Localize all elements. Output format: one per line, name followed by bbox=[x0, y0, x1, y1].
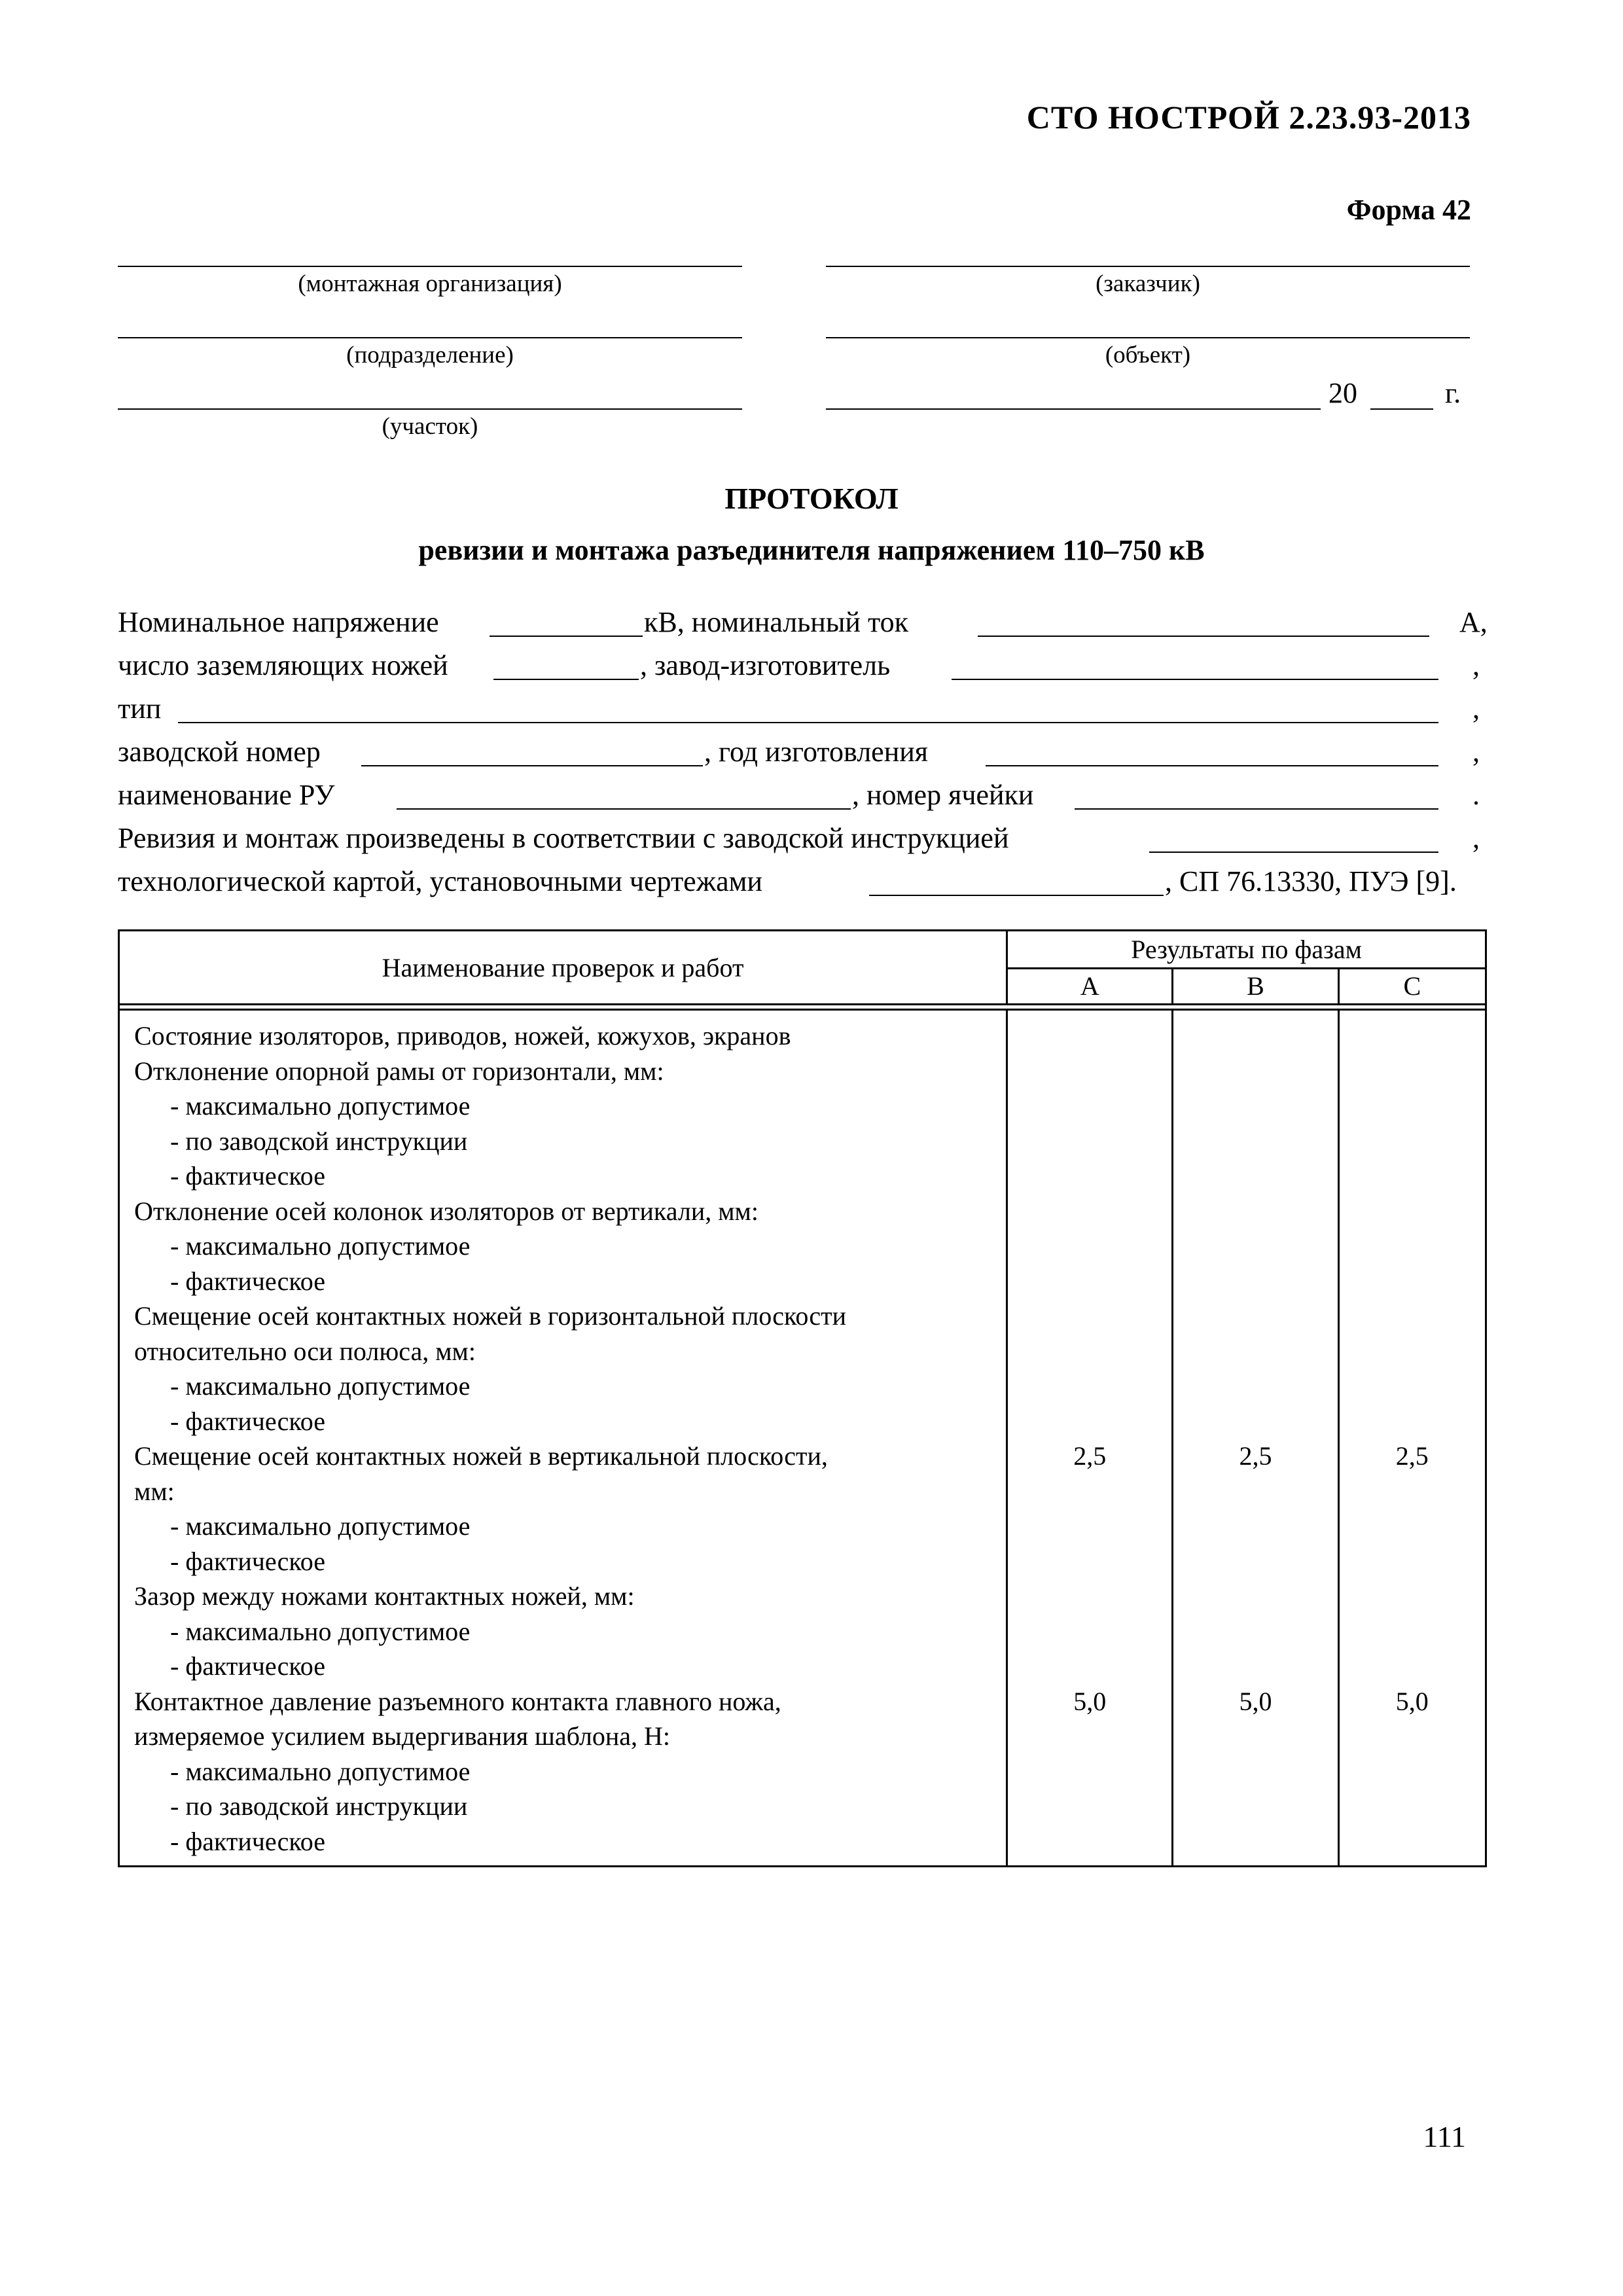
check-sub-item: - по заводской инструкции bbox=[170, 1791, 468, 1821]
field-switchgear[interactable] bbox=[397, 782, 851, 810]
field-drawings[interactable] bbox=[869, 869, 1164, 896]
check-sub-item: - максимально допустимое bbox=[170, 1511, 471, 1541]
label-instruction: Ревизия и монтаж произведены в соответствии с заводской инструкцией bbox=[118, 822, 1009, 854]
check-sub-item: - фактическое bbox=[170, 1546, 326, 1576]
field-instruction[interactable] bbox=[1149, 825, 1438, 853]
line-serial-year bbox=[118, 735, 1486, 778]
check-item: Отклонение опорной рамы от горизонтали, мм: bbox=[134, 1056, 664, 1086]
label-year: , год изготовления bbox=[704, 736, 929, 768]
label-nominal-current: кВ, номинальный ток bbox=[644, 606, 908, 638]
check-sub-item: - фактическое bbox=[170, 1266, 326, 1296]
label-cell-number: , номер ячейки bbox=[852, 779, 1034, 811]
field-grounding-knives[interactable] bbox=[493, 653, 639, 680]
check-sub-item: - фактическое bbox=[170, 1161, 326, 1191]
check-sub-item: - максимально допустимое bbox=[170, 1091, 471, 1121]
check-item: мм: bbox=[134, 1476, 175, 1506]
phase-c-values bbox=[1338, 1010, 1486, 1867]
check-sub-item: - фактическое bbox=[170, 1826, 326, 1856]
comma-2: , bbox=[1472, 649, 1480, 681]
check-sub-item: - фактическое bbox=[170, 1651, 326, 1681]
field-year[interactable] bbox=[986, 739, 1438, 766]
line-type bbox=[118, 692, 1486, 735]
field-serial-number[interactable] bbox=[361, 739, 703, 766]
check-sub-item: - фактическое bbox=[170, 1406, 326, 1436]
line-voltage-current bbox=[118, 605, 1486, 649]
division-line bbox=[118, 337, 742, 338]
header-results: Результаты по фазам bbox=[1007, 931, 1486, 969]
division-caption: (подразделение) bbox=[346, 342, 514, 368]
date-year: 20 bbox=[1329, 377, 1357, 409]
object-line bbox=[826, 337, 1470, 338]
label-serial-number: заводской номер bbox=[118, 736, 321, 768]
header-phase-b: B bbox=[1173, 968, 1338, 1004]
label-switchgear: наименование РУ bbox=[118, 779, 335, 811]
org-caption: (монтажная организация) bbox=[298, 270, 562, 297]
customer-line bbox=[826, 266, 1470, 267]
phase-value: 5,0 bbox=[1073, 1686, 1107, 1716]
document-code: СТО НОСТРОЙ 2.23.93-2013 bbox=[1026, 99, 1471, 135]
phase-value: 5,0 bbox=[1239, 1686, 1272, 1716]
page-number: 111 bbox=[1423, 2120, 1466, 2153]
line-instruction bbox=[118, 821, 1486, 865]
label-manufacturer: , завод-изготовитель bbox=[640, 649, 891, 681]
form-number: Форма 42 bbox=[1346, 194, 1471, 226]
date-line bbox=[826, 408, 1321, 410]
label-type: тип bbox=[118, 692, 162, 725]
line-switchgear-cell bbox=[118, 778, 1486, 821]
unit-ampere: А, bbox=[1459, 606, 1488, 638]
field-manufacturer[interactable] bbox=[952, 653, 1438, 680]
line-grounding-manufacturer bbox=[118, 649, 1486, 692]
check-item: Состояние изоляторов, приводов, ножей, кожухов, экранов bbox=[134, 1021, 791, 1050]
phase-value: 2,5 bbox=[1073, 1441, 1107, 1471]
phase-b-values bbox=[1173, 1010, 1338, 1867]
comma-6: , bbox=[1472, 822, 1480, 854]
customer-caption: (заказчик) bbox=[1096, 270, 1200, 297]
header-phase-c: C bbox=[1338, 968, 1486, 1004]
date-year-line bbox=[1370, 408, 1433, 410]
check-item: Смещение осей контактных ножей в горизонтальной плоскости bbox=[134, 1301, 847, 1331]
header-checks: Наименование проверок и работ bbox=[119, 931, 1007, 1005]
phase-value: 2,5 bbox=[1395, 1441, 1429, 1471]
check-sub-item: - максимально допустимое bbox=[170, 1371, 471, 1401]
check-sub-item: - максимально допустимое bbox=[170, 1756, 471, 1786]
check-item: Зазор между ножами контактных ножей, мм: bbox=[134, 1581, 635, 1611]
results-table bbox=[118, 929, 1487, 1867]
comma-3: , bbox=[1472, 692, 1480, 725]
object-caption: (объект) bbox=[1105, 342, 1191, 368]
field-cell-number[interactable] bbox=[1075, 782, 1438, 810]
check-sub-item: - максимально допустимое bbox=[170, 1231, 471, 1261]
check-item: Контактное давление разъемного контакта главного ножа, bbox=[134, 1686, 781, 1716]
comma-4: , bbox=[1472, 736, 1480, 768]
field-nominal-voltage[interactable] bbox=[490, 609, 643, 637]
section-caption: (участок) bbox=[382, 413, 478, 440]
header-phase-a: A bbox=[1007, 968, 1173, 1004]
protocol-title: ПРОТОКОЛ bbox=[724, 482, 899, 515]
date-suffix: г. bbox=[1445, 377, 1461, 409]
check-sub-item: - по заводской инструкции bbox=[170, 1126, 468, 1156]
phase-value: 2,5 bbox=[1239, 1441, 1272, 1471]
phase-value: 5,0 bbox=[1395, 1686, 1429, 1716]
org-line bbox=[118, 266, 742, 267]
label-standards: , СП 76.13330, ПУЭ [9]. bbox=[1165, 865, 1457, 897]
section-line bbox=[118, 408, 742, 410]
line-drawings bbox=[118, 865, 1486, 908]
check-item: Отклонение осей колонок изоляторов от вертикали, мм: bbox=[134, 1196, 758, 1226]
check-item: Смещение осей контактных ножей в вертикальной плоскости, bbox=[134, 1441, 828, 1471]
check-item: относительно оси полюса, мм: bbox=[134, 1336, 476, 1366]
field-type[interactable] bbox=[178, 696, 1438, 723]
label-drawings: технологической картой, установочными чертежами bbox=[118, 865, 763, 897]
check-sub-item: - максимально допустимое bbox=[170, 1616, 471, 1646]
field-nominal-current[interactable] bbox=[978, 609, 1429, 637]
check-item: измеряемое усилием выдергивания шаблона, Н: bbox=[134, 1721, 671, 1751]
checks-list bbox=[119, 1010, 1007, 1867]
label-grounding-knives: число заземляющих ножей bbox=[118, 649, 448, 681]
label-nominal-voltage: Номинальное напряжение bbox=[118, 606, 439, 638]
protocol-subtitle: ревизии и монтажа разъединителя напряжением 110–750 кВ bbox=[418, 534, 1205, 566]
phase-a-values bbox=[1007, 1010, 1173, 1867]
period-5: . bbox=[1472, 779, 1480, 811]
